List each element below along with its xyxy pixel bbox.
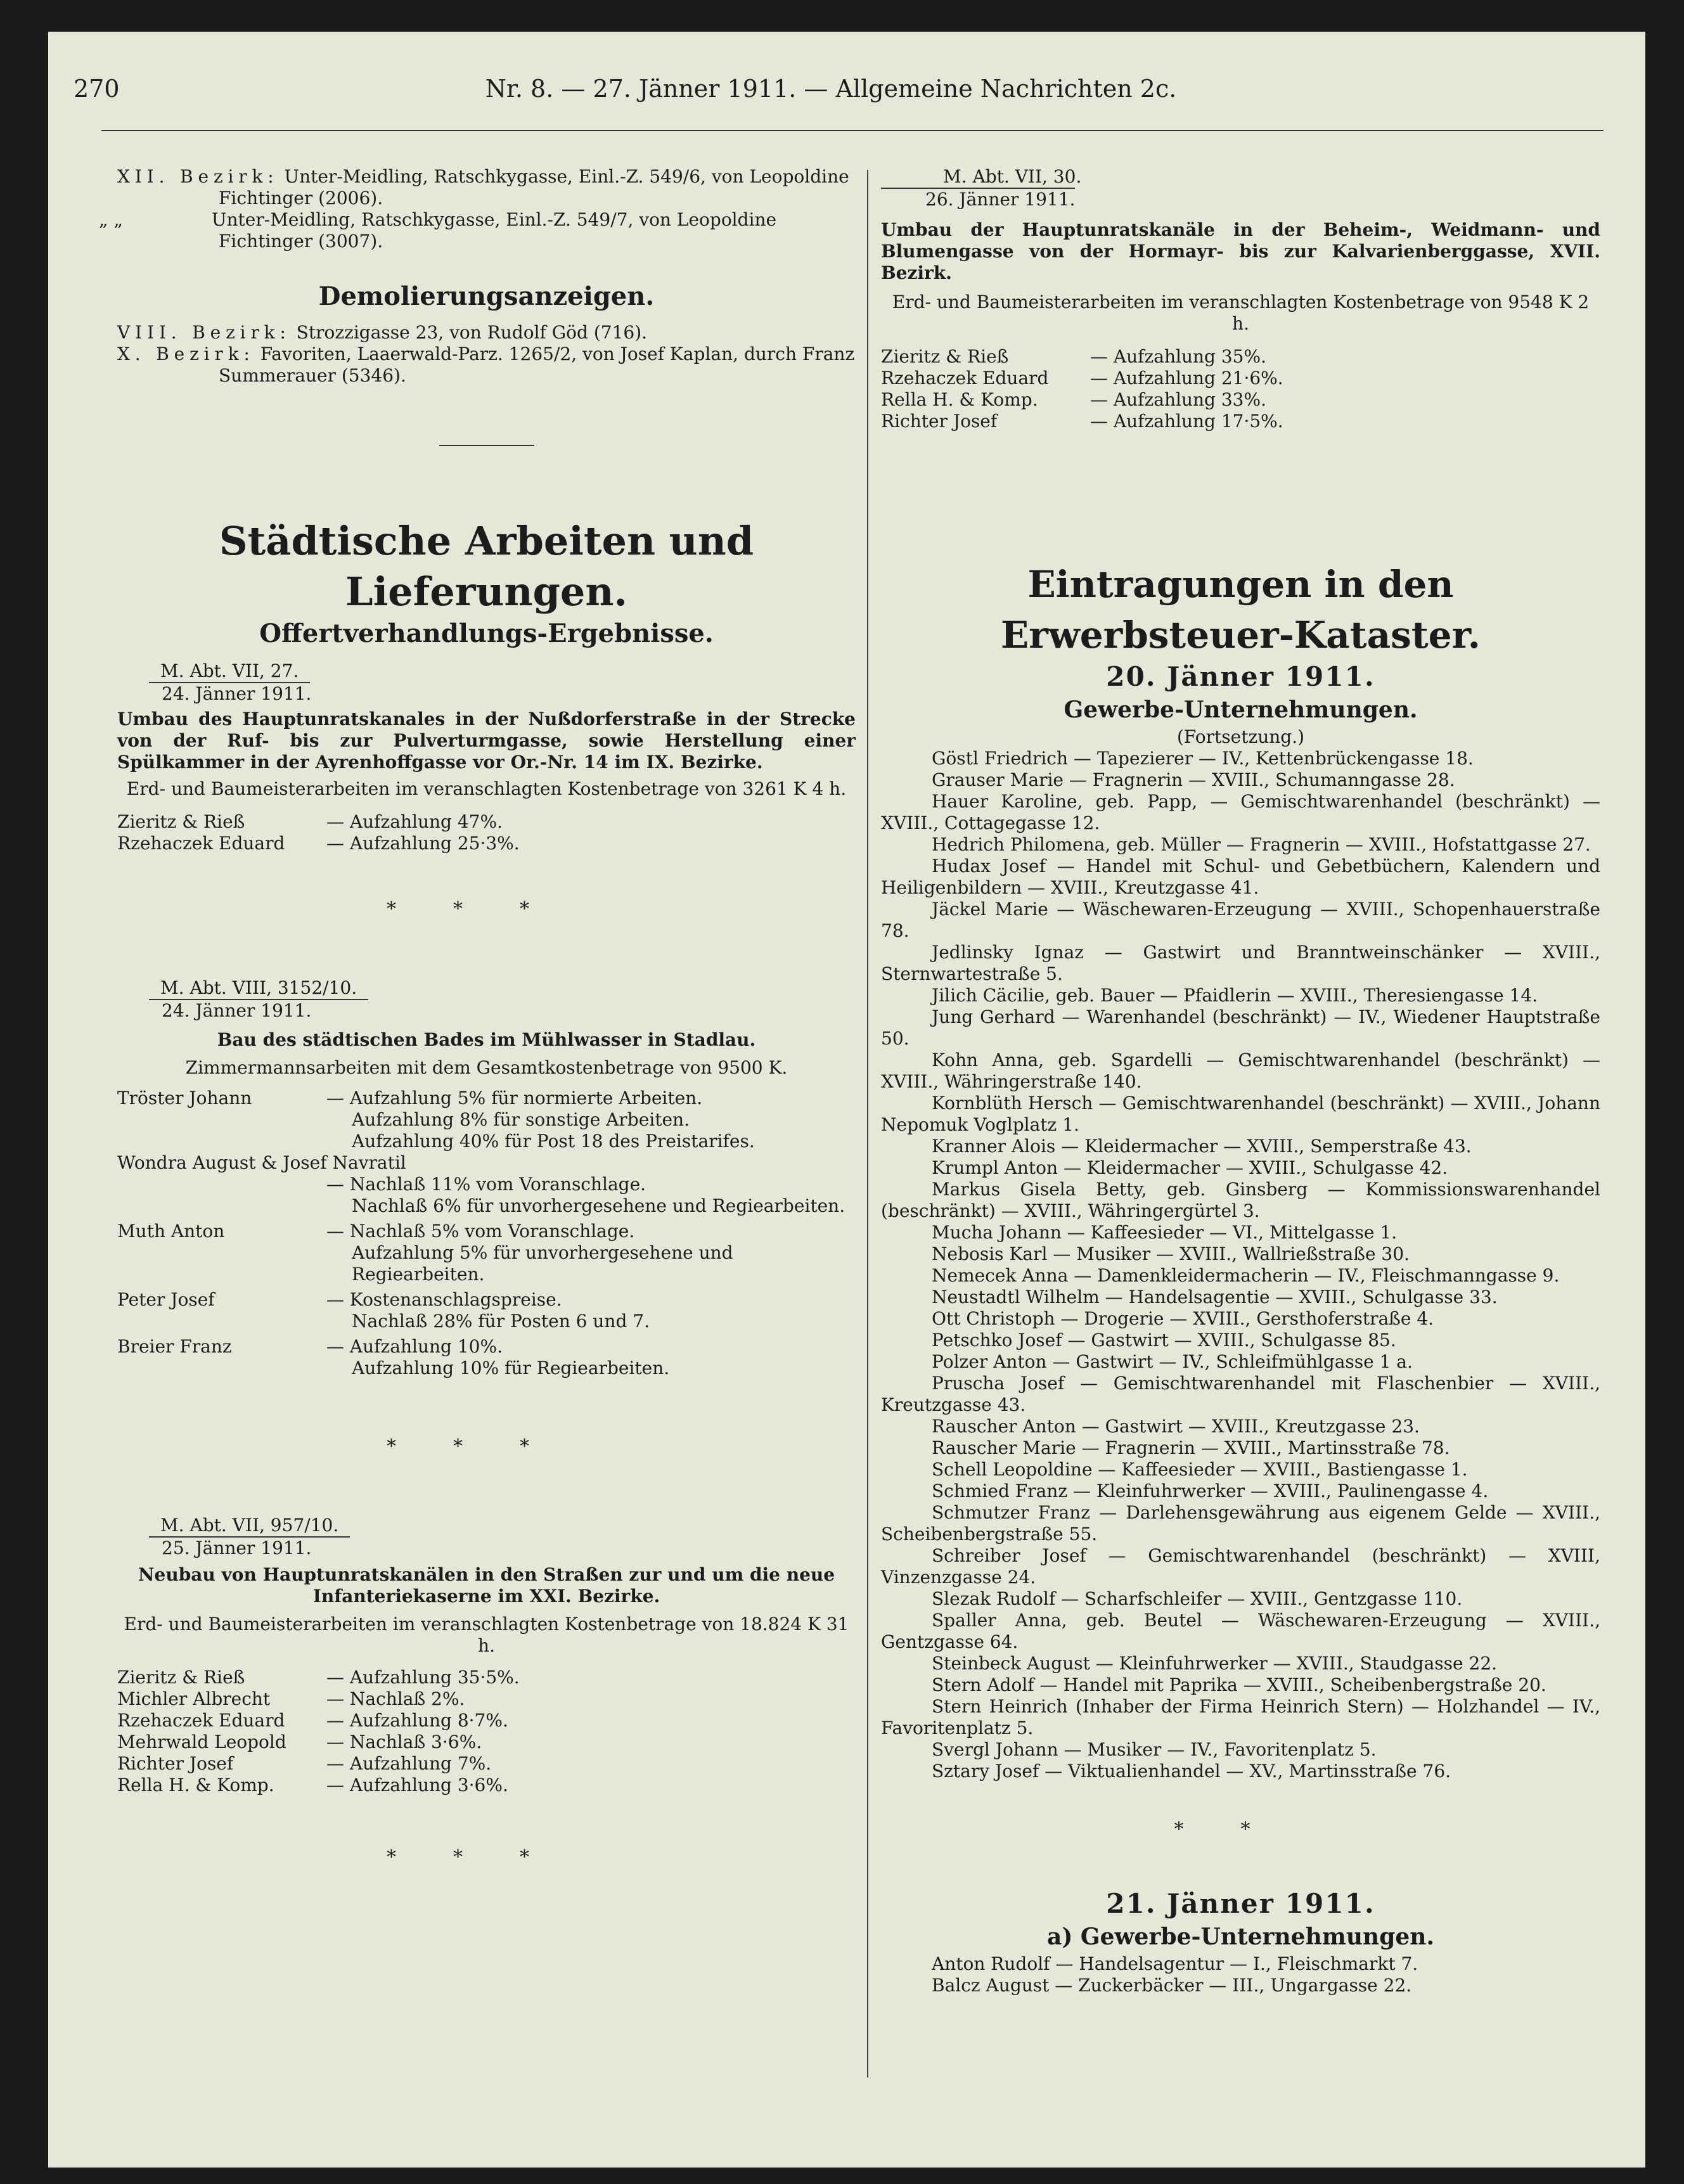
column-divider (867, 170, 868, 2078)
offer-row: Rzehaczek Eduard — Aufzahlung 21·6%. (881, 368, 1283, 389)
register-entry: Schreiber Josef — Gemischtwarenhandel (beschränkt) — XVIII, Vinzenzgasse 24. (881, 1545, 1600, 1588)
offer-row: Zieritz & Rieß — Aufzahlung 35·5%. (117, 1667, 520, 1688)
star-separator: *** (387, 1846, 586, 1868)
offer-row: Rella H. & Komp. — Aufzahlung 33%. (881, 389, 1266, 410)
left-column (99, 166, 856, 1868)
register-entry: Spaller Anna, geb. Beutel — Wäschewaren-Erzeugung — XVIII., Gentzgasse 64. (881, 1610, 1600, 1652)
offer-row: Rella H. & Komp. — Aufzahlung 3·6%. (117, 1775, 508, 1795)
star-separator: *** (387, 1436, 586, 1458)
offer-row: Richter Josef — Aufzahlung 17·5%. (881, 411, 1283, 432)
register-entry: Nebosis Karl — Musiker — XVIII., Wallrießstraße 30. (932, 1243, 1410, 1264)
offer-row: Rzehaczek Eduard — Aufzahlung 25·3%. (117, 833, 520, 854)
offer-row: Richter Josef — Aufzahlung 7%. (117, 1753, 492, 1774)
register-entry: Svergl Johann — Musiker — IV., Favoritenplatz 5. (932, 1739, 1377, 1760)
register-entry: Nemecek Anna — Damenkleidermacherin — IV., Fleischmanngasse 9. (932, 1265, 1560, 1286)
bezirk-line: „ „ Unter-Meidling, Ratschkygasse, Einl.-Z. 549/7, von Leopoldine Fichtinger (3007). (99, 209, 777, 252)
tender-date: 24. Jänner 1911. (162, 1000, 312, 1021)
tender-reference: M. Abt. VII, 957/10. (149, 1515, 350, 1538)
offer-row: Tröster Johann — Aufzahlung 5% für normierte Arbeiten. Aufzahlung 8% für sonstige Arbeiten. Aufzahlung 40% für Post 18 des Preistarifes. (117, 1088, 755, 1152)
register-entry: Ott Christoph — Drogerie — XVIII., Gersthoferstraße 4. (932, 1308, 1434, 1329)
tender-reference: M. Abt. VII, 30. (943, 166, 1082, 187)
page-number: 270 (74, 75, 120, 103)
offer-row: Wondra August & Josef Navratil — Nachlaß 11% vom Voranschlage. Nachlaß 6% für unvorhergesehene und Regiearbeiten. (117, 1152, 845, 1216)
offer-row: Zieritz & Rieß — Aufzahlung 35%. (881, 346, 1266, 367)
demolition-heading: Demolierungsanzeigen. (318, 281, 655, 311)
register-entry: Sztary Josef — Viktualienhandel — XV., Martinsstraße 76. (932, 1761, 1451, 1782)
register-entry: Jedlinsky Ignaz — Gastwirt und Branntweinschänker — XVIII., Sternwartestraße 5. (881, 942, 1600, 984)
register-entries (881, 1953, 1600, 1996)
demolition-line: VIII. Bezirk: Strozzigasse 23, von Rudolf Göd (716). (117, 322, 648, 343)
register-entry: Markus Gisela Betty, geb. Ginsberg — Kommissionswarenhandel (beschränkt) — XVIII., Währingergürtel 3. (881, 1179, 1600, 1221)
register-entry: Kranner Alois — Kleidermacher — XVIII., Semperstraße 43. (932, 1136, 1472, 1157)
register-entry: Rauscher Marie — Fragnerin — XVIII., Martinsstraße 78. (932, 1437, 1450, 1458)
register-entry: Kornblüth Hersch — Gemischtwarenhandel (beschränkt) — XVIII., Johann Nepomuk Voglplatz 1. (881, 1093, 1600, 1135)
register-entry: Anton Rudolf — Handelsagentur — I., Fleischmarkt 7. (932, 1953, 1418, 1974)
register-entry: Krumpl Anton — Kleidermacher — XVIII., Schulgasse 42. (932, 1157, 1448, 1178)
offer-row: Zieritz & Rieß — Aufzahlung 47%. (117, 811, 503, 832)
register-section: a) Gewerbe-Unternehmungen. (1047, 1924, 1434, 1950)
register-entry: Hedrich Philomena, geb. Müller — Fragnerin — XVIII., Hofstattgasse 27. (932, 834, 1591, 855)
tender-work: Erd- und Baumeisterarbeiten im veranschlagten Kostenbetrage von 9548 K 2 h. (892, 292, 1590, 334)
register-entry: Jilich Cäcilie, geb. Bauer — Pfaidlerin — XVIII., Theresiengasse 14. (932, 985, 1538, 1006)
right-column (881, 166, 1600, 1996)
header-rule (101, 130, 1604, 131)
tender-title: Umbau der Hauptunratskanäle in der Beheim-, Weidmann- und Blumengasse von der Hormayr- bis zur Kalvarienberggasse, XVII. Bezirk. (881, 219, 1600, 283)
register-entry: Göstl Friedrich — Tapezierer — IV., Kettenbrückengasse 18. (932, 748, 1474, 769)
register-entry: Stern Heinrich (Inhaber der Firma Heinrich Stern) — Holzhandel — IV., Favoritenplatz 5. (881, 1696, 1600, 1738)
register-entry: Mucha Johann — Kaffeesieder — VI., Mittelgasse 1. (932, 1222, 1398, 1243)
register-entry: Steinbeck August — Kleinfuhrwerker — XVIII., Staudgasse 22. (932, 1653, 1498, 1674)
section-divider (439, 445, 534, 446)
offer-row: Peter Josef — Kostenanschlagspreise. Nachlaß 28% für Posten 6 und 7. (117, 1289, 650, 1332)
demolition-line: X. Bezirk: Favoriten, Laaerwald-Parz. 1265/2, von Josef Kaplan, durch Franz Summerauer (5346). (117, 344, 855, 386)
tender-date: 25. Jänner 1911. (162, 1538, 312, 1558)
tender-block (881, 166, 1600, 432)
tender-block (117, 1515, 856, 1796)
register-entry: Kohn Anna, geb. Sgardelli — Gemischtwarenhandel (beschränkt) — XVIII., Währingerstraße 140. (881, 1050, 1600, 1092)
offer-row: Michler Albrecht — Nachlaß 2%. (117, 1688, 465, 1709)
bezirk-line: XII. Bezirk: Unter-Meidling, Ratschkygasse, Einl.-Z. 549/6, von Leopoldine Fichtinger (2006). (117, 166, 849, 209)
register-entry: Petschko Josef — Gastwirt — XVIII., Schulgasse 85. (932, 1330, 1396, 1351)
register-entry: Jäckel Marie — Wäschewaren-Erzeugung — XVIII., Schopenhauerstraße 78. (881, 899, 1600, 941)
register-section: Gewerbe-Unternehmungen. (1064, 697, 1418, 723)
register-entry: Rauscher Anton — Gastwirt — XVIII., Kreutzgasse 23. (932, 1416, 1420, 1437)
continuation-note: (Fortsetzung.) (1176, 726, 1305, 747)
register-entry: Grauser Marie — Fragnerin — XVIII., Schumanngasse 28. (932, 769, 1455, 790)
register-entry: Stern Adolf — Handel mit Paprika — XVIII., Scheibenbergstraße 20. (932, 1674, 1546, 1695)
register-entry: Slezak Rudolf — Scharfschleifer — XVIII., Gentzgasse 110. (932, 1588, 1463, 1609)
tender-work: Erd- und Baumeisterarbeiten im veranschlagten Kostenbetrage von 3261 K 4 h. (126, 778, 847, 799)
register-entry: Hauer Karoline, geb. Papp, — Gemischtwarenhandel (beschränkt) — XVIII., Cottagegasse 12. (881, 791, 1600, 833)
section-title: Eintragungen in den Erwerbsteuer-Kataster. (1001, 563, 1481, 657)
section-title: Städtische Arbeiten und Lieferungen. (219, 518, 754, 615)
register-entry: Schmutzer Franz — Darlehensgewährung aus eigenem Gelde — XVIII., Scheibenbergstraße 55. (881, 1502, 1600, 1545)
page-header (74, 63, 1588, 114)
register-entries (881, 748, 1600, 1782)
section-subtitle: Offertverhandlungs-Ergebnisse. (259, 619, 714, 648)
running-title: Nr. 8. — 27. Jänner 1911. — Allgemeine Nachrichten 2c. (485, 75, 1177, 103)
register-entry: Pruscha Josef — Gemischtwarenhandel mit Flaschenbier — XVIII., Kreutzgasse 43. (881, 1373, 1600, 1415)
register-date: 20. Jänner 1911. (1106, 661, 1375, 692)
tender-reference: M. Abt. VIII, 3152/10. (149, 977, 368, 1000)
tender-title: Neubau von Hauptunratskanälen in den Straßen zur und um die neue Infanteriekaserne im XXI. Bezirke. (138, 1564, 835, 1607)
tender-work: Zimmermannsarbeiten mit dem Gesamtkostenbetrage von 9500 K. (185, 1057, 788, 1078)
star-separator: ** (1174, 1818, 1308, 1840)
offer-row: Mehrwald Leopold — Nachlaß 3·6%. (117, 1731, 482, 1752)
register-entry: Schell Leopoldine — Kaffeesieder — XVIII., Bastiengasse 1. (932, 1459, 1468, 1480)
offer-row: Rzehaczek Eduard — Aufzahlung 8·7%. (117, 1710, 508, 1731)
tender-date: 24. Jänner 1911. (162, 683, 312, 704)
tender-work: Erd- und Baumeisterarbeiten im veranschlagten Kostenbetrage von 18.824 K 31 h. (124, 1614, 849, 1656)
tender-block (117, 977, 856, 1379)
register-entry: Jung Gerhard — Warenhandel (beschränkt) — IV., Wiedener Hauptstraße 50. (881, 1006, 1600, 1049)
register-entry: Polzer Anton — Gastwirt — IV., Schleifmühlgasse 1 a. (932, 1351, 1413, 1372)
register-entry: Schmied Franz — Kleinfuhrwerker — XVIII., Paulinengasse 4. (932, 1481, 1489, 1501)
tender-title: Umbau des Hauptunratskanales in der Nußdorferstraße in der Strecke von der Ruf- bis zur Pulverturmgasse, sowie Herstellung einer Spülkammer in der Ayrenhoffgasse vor Or.-Nr. 14 im IX. Bezirke. (117, 709, 856, 773)
register-entry: Hudax Josef — Handel mit Schul- und Gebetbüchern, Kalendern und Heiligenbildern — XVIII., Kreutzgasse 41. (881, 856, 1600, 898)
tender-title: Bau des städtischen Bades im Mühlwasser in Stadlau. (217, 1029, 756, 1050)
offer-row: Breier Franz — Aufzahlung 10%. Aufzahlung 10% für Regiearbeiten. (117, 1336, 670, 1378)
register-date: 21. Jänner 1911. (1106, 1888, 1375, 1919)
register-entry: Neustadtl Wilhelm — Handelsagentie — XVIII., Schulgasse 33. (932, 1287, 1498, 1307)
offer-row: Muth Anton — Nachlaß 5% vom Voranschlage. Aufzahlung 5% für unvorhergesehene und Regiearbeiten. (117, 1221, 733, 1285)
tender-reference: M. Abt. VII, 27. (149, 660, 310, 683)
star-separator: *** (387, 898, 586, 920)
tender-date: 26. Jänner 1911. (881, 188, 1075, 210)
tender-block (117, 660, 856, 854)
register-entry: Balcz August — Zuckerbäcker — III., Ungargasse 22. (932, 1975, 1412, 1996)
